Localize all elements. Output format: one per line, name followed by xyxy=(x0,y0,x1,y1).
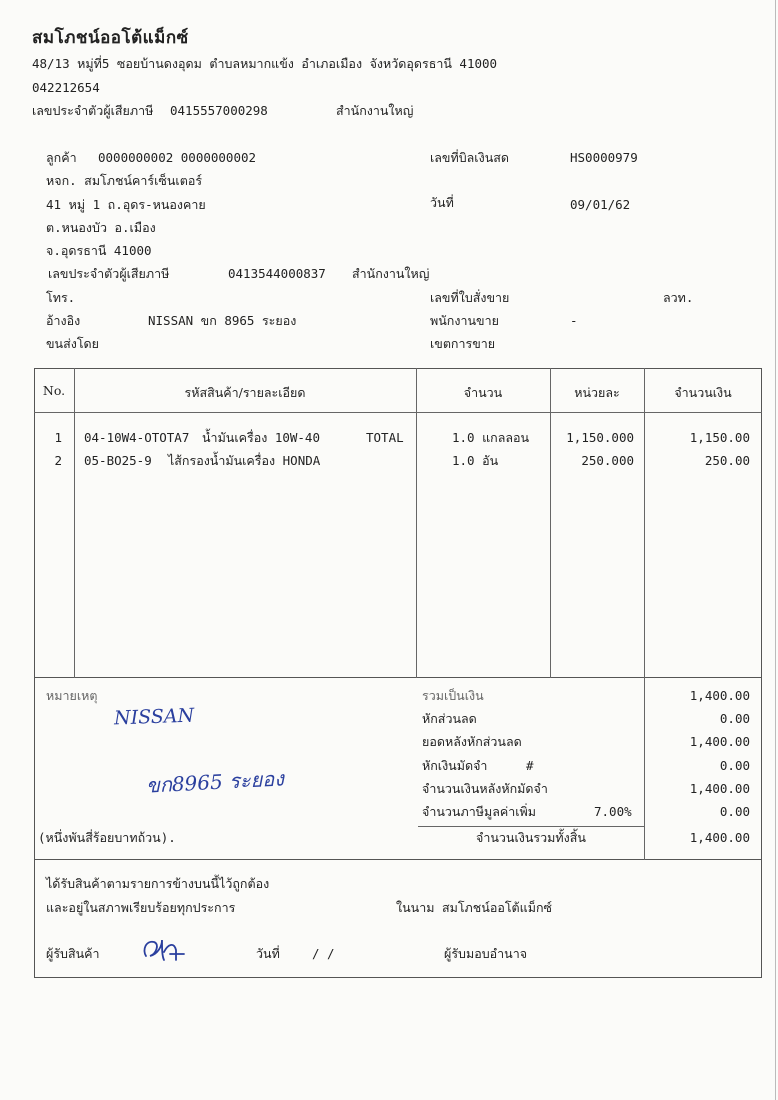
customer-address-line3: จ.อุดรธานี 41000 xyxy=(46,243,152,258)
receive-date-label: วันที่ xyxy=(256,946,280,961)
customer-tax-id-label: เลขประจำตัวผู้เสียภาษี xyxy=(48,266,170,281)
table-row-2-desc: ไส้กรองน้ำมันเครื่อง HONDA xyxy=(168,453,321,468)
customer-branch: สำนักงานใหญ่ xyxy=(352,266,430,281)
header-item: รหัสสินค้า/รายละเอียด xyxy=(184,385,306,400)
after-deposit-value: 1,400.00 xyxy=(689,781,750,796)
table-row-1-no: 1 xyxy=(54,430,62,445)
bill-no: HS0000979 xyxy=(570,150,638,165)
table-row-2-qty: 1.0 อัน xyxy=(452,453,499,468)
grand-total-label: จำนวนเงินรวมทั้งสิ้น xyxy=(476,830,586,845)
deposit-label: หักเงินมัดจำ xyxy=(422,758,488,773)
lawt-label: ลวท. xyxy=(663,290,694,305)
customer-phone-label: โทร. xyxy=(46,290,76,305)
after-discount-label: ยอดหลังหักส่วนลด xyxy=(422,734,522,749)
customer-tax-id: 0413544000837 xyxy=(228,266,326,281)
table-row-2-no: 2 xyxy=(54,453,62,468)
customer-address-line1: 41 หมู่ 1 ถ.อุดร-หนองคาย xyxy=(46,197,206,212)
handwritten-note-plate: ขก8965 ระยอง xyxy=(145,766,285,798)
salesperson-label: พนักงานขาย xyxy=(430,313,499,328)
company-tax-id: 0415557000298 xyxy=(170,103,268,118)
company-tax-id-label: เลขประจำตัวผู้เสียภาษี xyxy=(32,103,154,118)
receiver-label: ผู้รับสินค้า xyxy=(46,946,100,961)
subtotal-label: รวมเป็นเงิน xyxy=(422,688,484,703)
header-no: No. xyxy=(42,383,66,398)
table-row-2-code: 05-BO25-9 xyxy=(84,453,152,468)
grand-total-value: 1,400.00 xyxy=(689,830,750,845)
authorized-label: ผู้รับมอบอำนาจ xyxy=(444,946,528,961)
scan-edge xyxy=(775,0,776,1100)
on-behalf-text: ในนาม สมโภชน์ออโต้แม็กซ์ xyxy=(396,900,553,915)
customer-label: ลูกค้า xyxy=(46,150,77,165)
shipping-label: ขนส่งโดย xyxy=(46,336,99,351)
receive-date-value: / / xyxy=(312,946,335,961)
customer-name: หจก. สมโภชน์คาร์เซ็นเตอร์ xyxy=(46,173,203,188)
sales-area-label: เขตการขาย xyxy=(430,336,496,351)
company-name: สมโภชน์ออโต้แม็กซ์ xyxy=(32,28,189,48)
vat-label: จำนวนภาษีมูลค่าเพิ่ม xyxy=(422,804,536,819)
discount-value: 0.00 xyxy=(719,711,750,726)
company-branch: สำนักงานใหญ่ xyxy=(336,103,414,118)
table-row-1-unit-price: 1,150.000 xyxy=(566,430,634,445)
received-text-line2: และอยู่ในสภาพเรียบร้อยทุกประการ xyxy=(46,900,236,915)
invoice-date: 09/01/62 xyxy=(570,197,631,212)
customer-code: 0000000002 0000000002 xyxy=(98,150,257,165)
reference-value: NISSAN ขก 8965 ระยอง xyxy=(148,313,297,328)
header-amount: จำนวนเงิน xyxy=(674,385,732,400)
items-table xyxy=(34,368,762,678)
table-row-1-code: 04-10W4-OTOTA7 xyxy=(84,430,190,445)
bill-no-label: เลขที่บิลเงินสด xyxy=(430,150,509,165)
company-phone: 042212654 xyxy=(32,80,100,95)
table-header-divider xyxy=(34,412,762,413)
table-row-1-desc: น้ำมันเครื่อง 10W-40 xyxy=(202,430,320,445)
received-text-line1: ได้รับสินค้าตามรายการข้างบนนี้ไว้ถูกต้อง xyxy=(46,876,270,891)
receiver-signature xyxy=(140,932,194,966)
vat-value: 0.00 xyxy=(719,804,750,819)
header-qty: จำนวน xyxy=(463,385,503,400)
customer-address-line2: ต.หนองบัว อ.เมือง xyxy=(46,220,156,235)
table-row-1-brand: TOTAL xyxy=(366,430,404,445)
table-row-1-amount: 1,150.00 xyxy=(689,430,750,445)
order-no-label: เลขที่ใบสั่งขาย xyxy=(430,290,510,305)
date-label: วันที่ xyxy=(430,195,454,210)
after-discount-value: 1,400.00 xyxy=(689,734,750,749)
subtotal-value: 1,400.00 xyxy=(689,688,750,703)
table-row-2-amount: 250.00 xyxy=(704,453,750,468)
deposit-mark: # xyxy=(526,758,534,773)
deposit-value: 0.00 xyxy=(719,758,750,773)
after-deposit-label: จำนวนเงินหลังหักมัดจำ xyxy=(422,781,548,796)
handwritten-note-model: NISSAN xyxy=(113,704,195,730)
discount-label: หักส่วนลด xyxy=(422,711,477,726)
remark-label: หมายเหตุ xyxy=(46,688,98,703)
header-unit-price: หน่วยละ xyxy=(574,385,620,400)
amount-in-words: (หนึ่งพันสี่ร้อยบาทถ้วน). xyxy=(38,830,176,845)
table-row-1-qty: 1.0 แกลลอน xyxy=(452,430,530,445)
reference-label: อ้างอิง xyxy=(46,313,81,328)
company-address: 48/13 หมู่ที่5 ซอยบ้านดงอุดม ตำบลหมากแข้ง อำเภอเมือง จังหวัดอุดรธานี 41000 xyxy=(32,56,498,71)
salesperson: - xyxy=(570,313,578,328)
table-row-2-unit-price: 250.000 xyxy=(581,453,634,468)
vat-rate: 7.00% xyxy=(594,804,632,819)
